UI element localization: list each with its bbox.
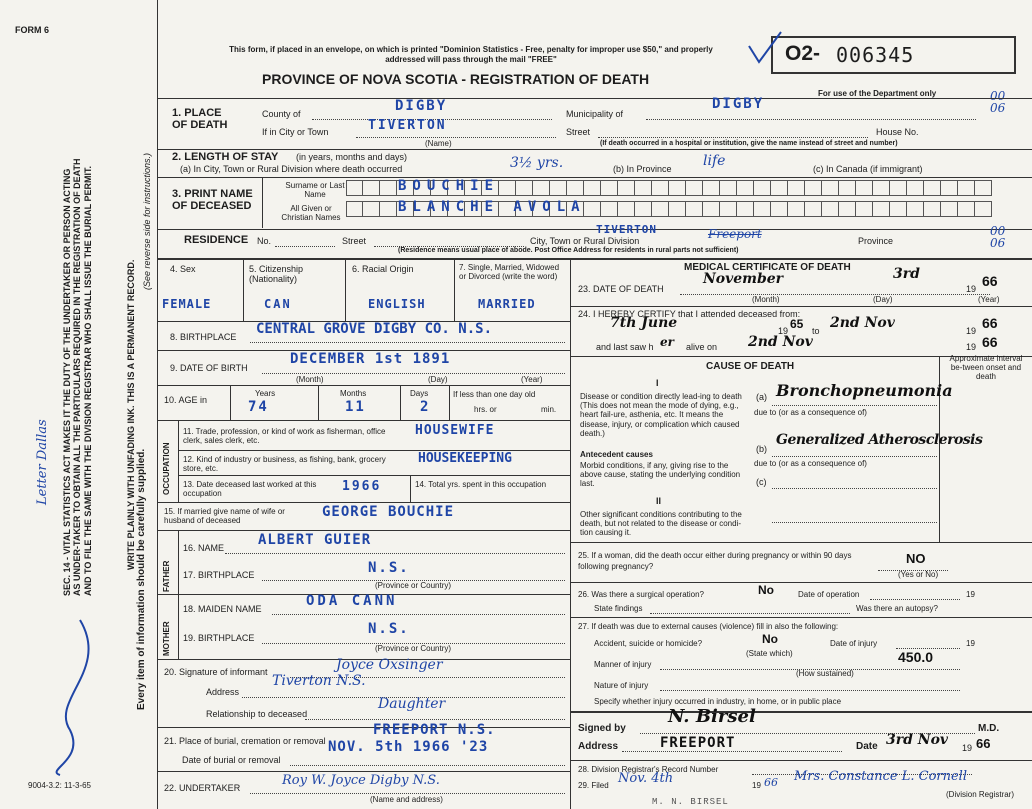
citizenship-value: CAN: [264, 297, 292, 311]
rule: [178, 475, 570, 476]
res-no-label: No.: [257, 236, 272, 246]
sex-label: 4. Sex: [170, 264, 196, 274]
rule: [660, 690, 960, 691]
name-grid-cell: [720, 180, 737, 196]
cause-a-marker: (a): [756, 392, 767, 402]
rule: [272, 614, 565, 615]
rule: [356, 137, 556, 138]
rule: [158, 771, 570, 772]
spouse-value: GEORGE BOUCHIE: [322, 504, 455, 520]
rule: [598, 137, 868, 138]
rule: [158, 502, 570, 503]
name-grid-cell: [516, 180, 533, 196]
name-grid-cell: [754, 180, 771, 196]
residence-marks: 00 06: [990, 224, 1006, 250]
name-grid-cell: [907, 201, 924, 217]
registrar-caption: (Division Registrar): [946, 790, 1015, 799]
mother-name-label: 18. MAIDEN NAME: [183, 604, 262, 614]
citizenship-label: 5. Citizenship (Nationality): [249, 264, 304, 285]
city-value: TIVERTON: [368, 118, 447, 133]
name-grid-cell: [635, 180, 652, 196]
age-months-label: Months: [340, 389, 367, 398]
stay-a-label: (a) In City, Town or Rural Division where death occurred: [180, 164, 403, 174]
rule: [158, 177, 1032, 178]
racial-origin-value: ENGLISH: [368, 297, 426, 311]
name-grid-cell: [380, 201, 397, 217]
autopsy-label: Was there an autopsy?: [856, 604, 938, 613]
name-grid-cell: [771, 201, 788, 217]
rule: [449, 386, 450, 420]
rule: [772, 456, 937, 457]
rule: [158, 98, 1032, 99]
rule: [646, 119, 976, 120]
marital-value: MARRIED: [478, 297, 536, 311]
name-grid-cell: [788, 180, 805, 196]
name-grid-cell: [652, 180, 669, 196]
attended-from-year: 65: [790, 317, 804, 331]
rule: [570, 617, 1032, 618]
name-grid-cell: [839, 201, 856, 217]
filed-year-value: 66: [764, 776, 778, 789]
form-number: FORM 6: [15, 25, 50, 35]
q25-label: 25. If a woman, did the death occur either during pregnancy or within 90 days following pregnancy?: [578, 551, 852, 571]
street-label: Street: [566, 127, 591, 137]
burial-place-label: 21. Place of burial, cremation or removal: [164, 736, 326, 746]
name-grid-cell: [856, 201, 873, 217]
name-grid-cell: [363, 180, 380, 196]
informant-signature: Joyce Oxsinger: [336, 657, 443, 673]
name-grid-cell: [924, 201, 941, 217]
county-label: County of: [262, 109, 301, 119]
birthplace-label: 8. BIRTHPLACE: [170, 332, 237, 342]
mother-name-value: ODA CANN: [306, 593, 398, 609]
name-grid-cell: [873, 201, 890, 217]
dob-month-caption: (Month): [296, 375, 324, 384]
rule: [570, 711, 1032, 713]
undertaker-value: Roy W. Joyce Digby N.S.: [282, 773, 440, 788]
rule: [230, 386, 231, 420]
attended-from-value: 7th June: [610, 315, 678, 331]
name-grid-cell: [754, 201, 771, 217]
father-name-value: ALBERT GUIER: [258, 532, 372, 548]
form-code: 9004-3.2: 11-3-65: [28, 781, 92, 790]
rule: [225, 553, 565, 554]
age-months-value: 11: [345, 399, 366, 415]
house-no-label: House No.: [876, 127, 919, 137]
every-item-notice: Every item of information should be carefully supplied.: [136, 448, 147, 710]
name-grid-cell: [669, 201, 686, 217]
alive-on-value: 2nd Nov: [748, 334, 813, 350]
res-street-label: Street: [342, 236, 367, 246]
name-grid-cell: [618, 201, 635, 217]
rule: [158, 149, 1032, 150]
name-grid-cell: [618, 180, 635, 196]
name-grid-cell: [975, 201, 992, 217]
print-name-label: 3. PRINT NAME OF DECEASED: [172, 188, 253, 213]
operation-century: 19: [966, 590, 975, 599]
min-label: min.: [541, 405, 557, 414]
dept-use-label: For use of the Department only: [818, 89, 937, 98]
death-day-caption: (Day): [873, 295, 893, 304]
rule: [290, 765, 565, 766]
injury-date-label: Date of injury: [830, 639, 878, 648]
burial-date-value: NOV. 5th 1966 '23: [328, 739, 489, 755]
rule: [178, 420, 179, 502]
dob-day-caption: (Day): [428, 375, 448, 384]
sign-date-value: 3rd Nov: [886, 732, 949, 748]
name-grid-cell: [584, 201, 601, 217]
name-grid-cell: [601, 201, 618, 217]
name-grid-cell: [363, 201, 380, 217]
father-name-label: 16. NAME: [183, 543, 225, 553]
rule: [243, 259, 244, 321]
manner-label: Manner of injury: [594, 660, 652, 669]
cause-b-due-to: due to (or as a consequence of): [754, 459, 867, 468]
cause-of-death-title: CAUSE OF DEATH: [706, 361, 795, 372]
industry-value: HOUSEKEEPING: [418, 451, 512, 466]
informant-address-value: Tiverton N.S.: [272, 673, 366, 689]
marital-label: 7. Single, Married, Widowed or Divorced (write the word): [459, 263, 560, 282]
rule: [178, 530, 179, 660]
check-mark-icon: [745, 28, 785, 68]
last-worked-label: 13. Date deceased last worked at this occupation: [183, 480, 317, 499]
death-year-value: 66: [982, 273, 998, 289]
cause-c-marker: (c): [756, 477, 767, 487]
name-grid-cell: [958, 180, 975, 196]
q25-value: NO: [906, 551, 926, 566]
burial-date-label: Date of burial or removal: [182, 755, 281, 765]
typed-name-stamp: M. N. BIRSEL: [652, 797, 729, 807]
trade-value: HOUSEWIFE: [415, 423, 495, 438]
sex-value: FEMALE: [162, 297, 212, 311]
registrar-signature: Mrs. Constance L. Cornell: [794, 769, 967, 784]
sign-year-value: 66: [976, 736, 991, 751]
length-of-stay-label: 2. LENGTH OF STAY: [172, 151, 279, 163]
rule: [262, 373, 565, 374]
name-grid-cell: [873, 180, 890, 196]
rule: [772, 405, 937, 406]
accident-caption: (State which): [746, 649, 793, 658]
antecedent-sub-label: Morbid conditions, if any, giving rise to the above cause, stating the underlying condition last.: [580, 461, 741, 489]
name-grid-cell: [788, 201, 805, 217]
name-grid-cell: [737, 180, 754, 196]
stay-sub-label: (in years, months and days): [296, 152, 408, 162]
undertaker-label: 22. UNDERTAKER: [164, 783, 241, 793]
form-title: PROVINCE OF NOVA SCOTIA - REGISTRATION OF DEATH: [262, 71, 650, 87]
accident-value: No: [762, 632, 778, 646]
rule: [158, 420, 570, 421]
reg-prefix: O2-: [785, 42, 821, 65]
sign-date-label: Date: [856, 741, 878, 752]
trade-label: 11. Trade, profession, or kind of work as fisherman, office clerk, sales clerk, etc.: [183, 427, 386, 446]
rule: [262, 178, 263, 228]
name-grid-cell: [686, 201, 703, 217]
name-grid-cell: [550, 180, 567, 196]
attended-to-value: 2nd Nov: [830, 315, 895, 331]
name-grid-cell: [856, 180, 873, 196]
hrs-label: hrs. or: [474, 405, 497, 414]
rule: [570, 582, 1032, 583]
reg-number: 006345: [836, 43, 915, 67]
name-grid-cell: [805, 180, 822, 196]
death-century: 19: [966, 284, 977, 294]
name-grid-cell: [822, 201, 839, 217]
stay-b-label: (b) In Province: [613, 164, 672, 174]
rule: [158, 385, 570, 386]
name-grid-cell: [907, 180, 924, 196]
dob-value: DECEMBER 1st 1891: [290, 351, 451, 367]
rule: [305, 719, 565, 720]
cause-b-marker: (b): [756, 444, 767, 454]
name-grid-cell: [720, 201, 737, 217]
signed-by-label: Signed by: [578, 723, 626, 734]
rule: [570, 306, 1032, 307]
burial-place-value: FREEPORT N.S.: [373, 722, 496, 738]
age-label: 10. AGE in: [164, 395, 208, 405]
dob-year-caption: (Year): [521, 375, 543, 384]
undertaker-caption: (Name and address): [370, 795, 443, 804]
death-day-value: 3rd: [893, 266, 920, 282]
rule: [158, 727, 570, 728]
stay-a-value: 3½ yrs.: [510, 155, 564, 171]
name-grid-cell: [890, 201, 907, 217]
mother-label: MOTHER: [162, 621, 171, 656]
racial-origin-label: 6. Racial Origin: [352, 264, 414, 274]
q26-value: No: [758, 583, 774, 597]
surname-label: Surname or Last Name: [285, 181, 345, 199]
alive-century: 19: [966, 342, 977, 352]
last-saw-label: and last saw h: [596, 342, 654, 352]
name-grid-cell: [839, 180, 856, 196]
name-grid-cell: [771, 180, 788, 196]
hospital-note: (If death occurred in a hospital or institution, give the name instead of street and number): [600, 140, 898, 147]
filed-label: 29. Filed: [578, 781, 609, 790]
name-grid-cell: [380, 180, 397, 196]
name-grid-cell: [941, 180, 958, 196]
rule: [400, 386, 401, 420]
mother-birthplace-label: 19. BIRTHPLACE: [183, 633, 255, 643]
rule: [570, 760, 1032, 761]
rule: [158, 530, 570, 531]
manner-caption: (How sustained): [796, 669, 854, 678]
disease-label: Disease or condition directly lead-ing to death (This does not mean the mode of dying, e.g., heart fail-ure, asthenia, etc. It means the disease, injury, or complication which caused death.): [580, 392, 742, 438]
nature-label: Nature of injury: [594, 681, 649, 690]
filed-value: Nov. 4th: [618, 771, 674, 786]
name-grid-cell: [346, 180, 363, 196]
stay-b-value: life: [703, 153, 726, 169]
name-grid-cell: [890, 180, 907, 196]
birthplace-value: CENTRAL GROVE DIGBY CO. N.S.: [256, 321, 493, 337]
name-grid-cell: [567, 180, 584, 196]
rule: [250, 793, 565, 794]
age-days-value: 2: [420, 399, 431, 415]
name-grid-cell: [652, 201, 669, 217]
residence-label: RESIDENCE: [184, 234, 249, 246]
operation-date-label: Date of operation: [798, 590, 860, 599]
name-grid-cell: [584, 180, 601, 196]
residence-city-value: TIVERTON: [596, 223, 657, 236]
rule: [158, 229, 1032, 230]
spouse-label: 15. If married give name of wife or husband of deceased: [164, 507, 285, 526]
mail-notice: This form, if placed in an envelope, on which is printed "Dominion Statistics - Free, penalty for improper use $50," and properly addressed will pass through the mail "FREE": [229, 45, 713, 64]
name-grid-cell: [635, 201, 652, 217]
age-days-label: Days: [410, 389, 429, 398]
other-conditions-label: Other significant conditions contributing to the death, but not related to the disease or condi-tion causing it.: [580, 510, 742, 538]
city-caption: (Name): [425, 139, 452, 148]
cause-a-value: Bronchopneumonia: [776, 381, 953, 400]
name-grid-cell: [669, 180, 686, 196]
name-grid-cell: [703, 201, 720, 217]
rule: [650, 613, 850, 614]
q26-label: 26. Was there a surgical operation?: [578, 590, 704, 599]
signer-address-label: Address: [578, 741, 619, 752]
rule: [250, 342, 565, 343]
last-saw-pronoun: er: [660, 335, 674, 349]
death-month-value: November: [703, 271, 784, 287]
given-names-value: BLANCHE AVOLA: [398, 199, 586, 215]
signer-address-value: FREEPORT: [660, 735, 736, 751]
certify-label: 24. I HEREBY CERTIFY that I attended deceased from:: [578, 309, 801, 319]
alive-on-label: alive on: [686, 342, 718, 352]
name-grid-cell: [346, 201, 363, 217]
rule: [680, 294, 990, 295]
industry-label: 12. Kind of industry or business, as fishing, bank, grocery store, etc.: [183, 455, 386, 474]
father-country-caption: (Province or Country): [375, 581, 452, 590]
total-years-label: 14. Total yrs. spent in this occupation: [415, 480, 547, 489]
interval-label: Approximate interval be-tween onset and death: [949, 354, 1023, 381]
name-grid-cell: [822, 180, 839, 196]
residence-note: (Residence means usual place of abode. Post Office Address for residents in rural parts not sufficient): [398, 247, 739, 254]
name-grid-cell: [533, 180, 550, 196]
state-findings-label: State findings: [594, 604, 643, 613]
signer-signature: N. Birsel: [668, 706, 756, 727]
cause-a-due-to: due to (or as a consequence of): [754, 408, 867, 417]
where-occurred-label: Specify whether injury occurred in industry, in home, or in public place: [594, 697, 842, 706]
name-grid-cell: [686, 180, 703, 196]
margin-divider: [157, 0, 158, 809]
attended-to-year: 66: [982, 315, 998, 331]
margin-scribble: [40, 610, 120, 780]
rule: [318, 386, 319, 420]
reverse-notice: (See reverse side for instructions.): [142, 152, 152, 290]
name-grid-cell: [924, 180, 941, 196]
rule: [275, 246, 335, 247]
name-grid-cell: [703, 180, 720, 196]
rule: [570, 259, 571, 809]
attended-century: 19: [778, 326, 789, 336]
rule: [870, 599, 960, 600]
last-worked-value: 1966: [342, 479, 382, 494]
name-grid-cell: [941, 201, 958, 217]
q27-label: 27. If death was due to external causes (violence) fill in also the following:: [578, 622, 839, 631]
registrar-record-label: 28. Division Registrar's Record Number: [578, 765, 719, 774]
name-grid-cell: [958, 201, 975, 217]
rule: [158, 258, 1032, 260]
medical-certificate-title: MEDICAL CERTIFICATE OF DEATH: [684, 262, 851, 273]
md-label: M.D.: [978, 723, 1000, 734]
rule: [345, 259, 346, 321]
cause-b-value: Generalized Atherosclerosis: [776, 432, 983, 448]
age-years-label: Years: [255, 389, 276, 398]
mother-birthplace-value: N.S.: [368, 621, 410, 637]
less-day-label: If less than one day old: [453, 390, 536, 399]
res-city-label: City, Town or Rural Division: [530, 236, 640, 246]
municipality-value: DIGBY: [712, 96, 765, 112]
rule: [454, 259, 455, 321]
name-grid-cell: [975, 180, 992, 196]
name-grid-cell: [601, 180, 618, 196]
given-names-label: All Given or Christian Names: [281, 204, 341, 222]
informant-address-label: Address: [206, 687, 240, 697]
injury-century: 19: [966, 639, 975, 648]
rule: [772, 488, 937, 489]
section-i-label: I: [656, 378, 659, 388]
sign-century: 19: [962, 743, 973, 753]
surname-value: BOUCHIE: [398, 178, 500, 194]
alive-year-value: 66: [982, 334, 998, 350]
occupation-label: OCCUPATION: [162, 442, 171, 495]
informant-label: 20. Signature of informant: [164, 667, 268, 677]
mother-country-caption: (Province or Country): [375, 644, 452, 653]
city-label: If in City or Town: [262, 127, 329, 137]
dept-marks: 00 06: [990, 89, 1006, 115]
place-of-death-label: 1. PLACE OF DEATH: [172, 107, 228, 131]
rule: [570, 542, 1032, 543]
age-years-value: 74: [248, 399, 269, 415]
sec14-notice: SEC. 14 - VITAL STATISTICS ACT MAKES IT THE DUTY OF THE UNDERTAKER OR PERSON ACTING AS UNDER-TAKER TO OBTAIN ALL THE PARTICULARS REQUIRED IN THE REGISTRATION OF DEATH AND TO FILE THE SAME WITH THE DIVISION REGISTRAR WHO SHALL ISSUE THE BURIAL PERMIT.: [62, 158, 93, 596]
death-date-label: 23. DATE OF DEATH: [578, 284, 664, 294]
rule: [772, 522, 937, 523]
residence-city-struck: Freeport: [708, 227, 762, 241]
rule: [622, 751, 842, 752]
code-value: 450.0: [898, 649, 934, 665]
municipality-label: Municipality of: [566, 109, 624, 119]
to-label: to: [812, 326, 820, 336]
attended-to-century: 19: [966, 326, 977, 336]
antecedent-label: Antecedent causes: [580, 450, 653, 459]
father-label: FATHER: [162, 560, 171, 592]
ink-notice: WRITE PLAINLY WITH UNFADING INK. THIS IS A PERMANENT RECORD.: [126, 259, 136, 570]
dob-label: 9. DATE OF BIRTH: [170, 363, 248, 373]
name-grid-cell: [499, 180, 516, 196]
q25-caption: (Yes or No): [898, 570, 939, 579]
stay-c-label: (c) In Canada (if immigrant): [813, 164, 923, 174]
county-value: DIGBY: [395, 98, 448, 114]
rule: [410, 475, 411, 502]
father-birthplace-label: 17. BIRTHPLACE: [183, 570, 255, 580]
filed-century: 19: [752, 781, 761, 790]
death-year-caption: (Year): [978, 295, 1000, 304]
section-ii-label: II: [656, 496, 662, 506]
name-grid-cell: [805, 201, 822, 217]
relationship-value: Daughter: [378, 696, 446, 712]
relationship-label: Relationship to deceased: [206, 709, 308, 719]
accident-label: Accident, suicide or homicide?: [594, 639, 703, 648]
death-month-caption: (Month): [752, 295, 780, 304]
margin-signature: Letter Dallas: [35, 419, 50, 505]
father-birthplace-value: N.S.: [368, 560, 410, 576]
name-grid-cell: [737, 201, 754, 217]
res-province-label: Province: [858, 236, 894, 246]
